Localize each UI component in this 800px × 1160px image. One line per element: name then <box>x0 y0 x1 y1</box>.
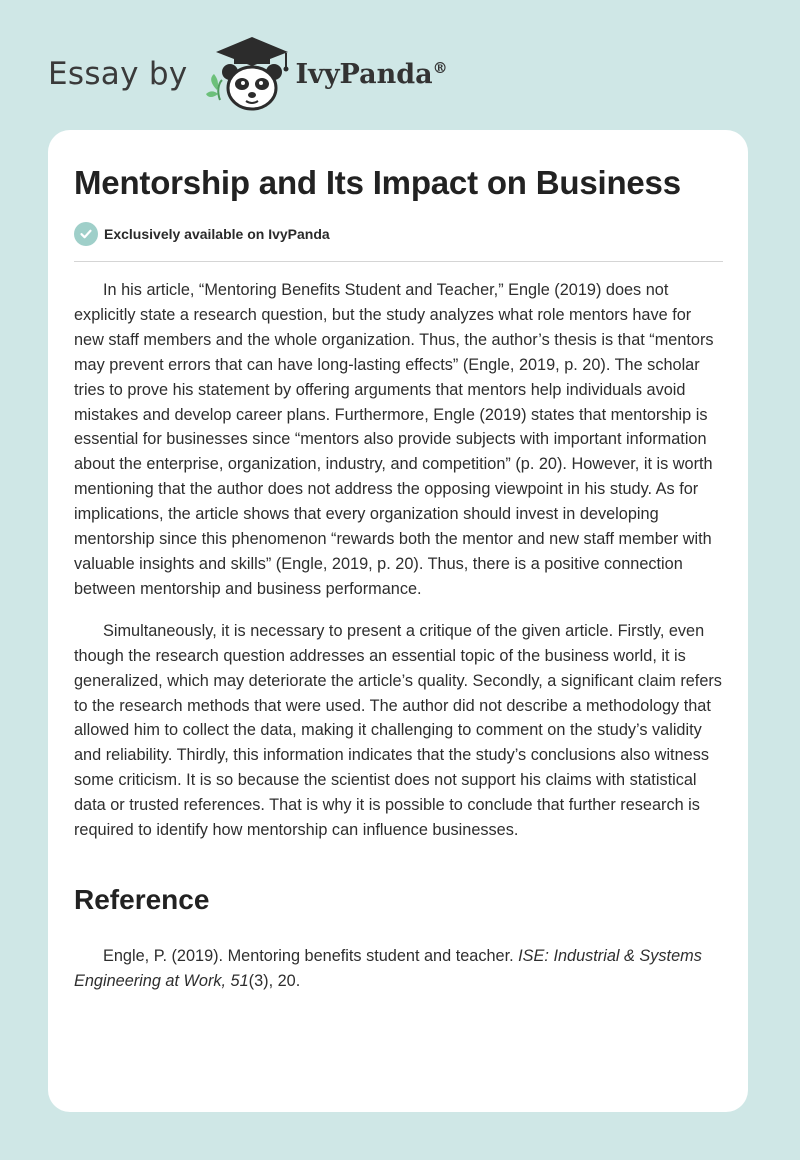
essay-title: Mentorship and Its Impact on Business <box>74 164 681 201</box>
paragraph: Simultaneously, it is necessary to present a critique of the given article. Firstly, even though the research question addresses an essential topic of the business world, it is generalized, which may deteriorate the article’s quality. Secondly, a significant claim refers to the research methods that were used. The author did not describe a methodology that allowed him to collect the data, making it challenging to comment on the study’s validity and reliability. Thirdly, this information indicates that the study’s conclusions also witness some criticism. It is so because the scientist does not support his claims with statistical data or trusted references. That is why it is possible to conclude that further research is required to identify how mentorship can influence businesses. <box>74 621 722 840</box>
reference-lead: Engle, P. (2019). Mentoring benefits student and teacher. <box>103 947 519 965</box>
site-header <box>48 34 448 114</box>
registered-mark: ® <box>432 58 448 77</box>
essay-card <box>48 130 748 1112</box>
essay-body <box>74 278 723 860</box>
reference-heading: Reference <box>74 884 210 915</box>
title-divider <box>74 261 723 262</box>
badge-text: Exclusively available on IvyPanda <box>104 226 330 242</box>
reference-tail: (3), 20. <box>248 971 301 990</box>
brand-prefix: Essay by <box>48 56 188 92</box>
brand-name[interactable]: IvyPanda® <box>295 58 448 90</box>
paragraph: In his article, “Mentoring Benefits Student and Teacher,” Engle (2019) does not explicitly state a research question, but the study analyzes what role mentors have for new staff members and the whole organization. Thus, the author’s thesis is that “mentors may prevent errors that can have long-lasting effects” (Engle, 2019, p. 20). The scholar tries to prove his statement by offering arguments that mentors help individuals avoid mistakes and develop career plans. Furthermore, Engle (2019) states that mentorship is essential for businesses since “mentors also provide subjects with important information about the enterprise, organization, industry, and competition” (p. 20). However, it is worth mentioning that the author does not address the opposing viewpoint in his study. As for implications, the article shows that every organization should invest in developing mentorship since this phenomenon “rewards both the mentor and new staff member with valuable insights and skills” (Engle, 2019, p. 20). Thus, there is a positive connection between mentorship and business performance. <box>74 281 714 598</box>
check-circle-icon <box>74 222 98 246</box>
reference-journal: ISE: Industrial & Systems Engineering at Work, 51 <box>74 947 702 990</box>
exclusive-badge <box>74 222 330 246</box>
panda-graduate-icon[interactable] <box>200 34 292 114</box>
reference-entry <box>74 944 723 994</box>
